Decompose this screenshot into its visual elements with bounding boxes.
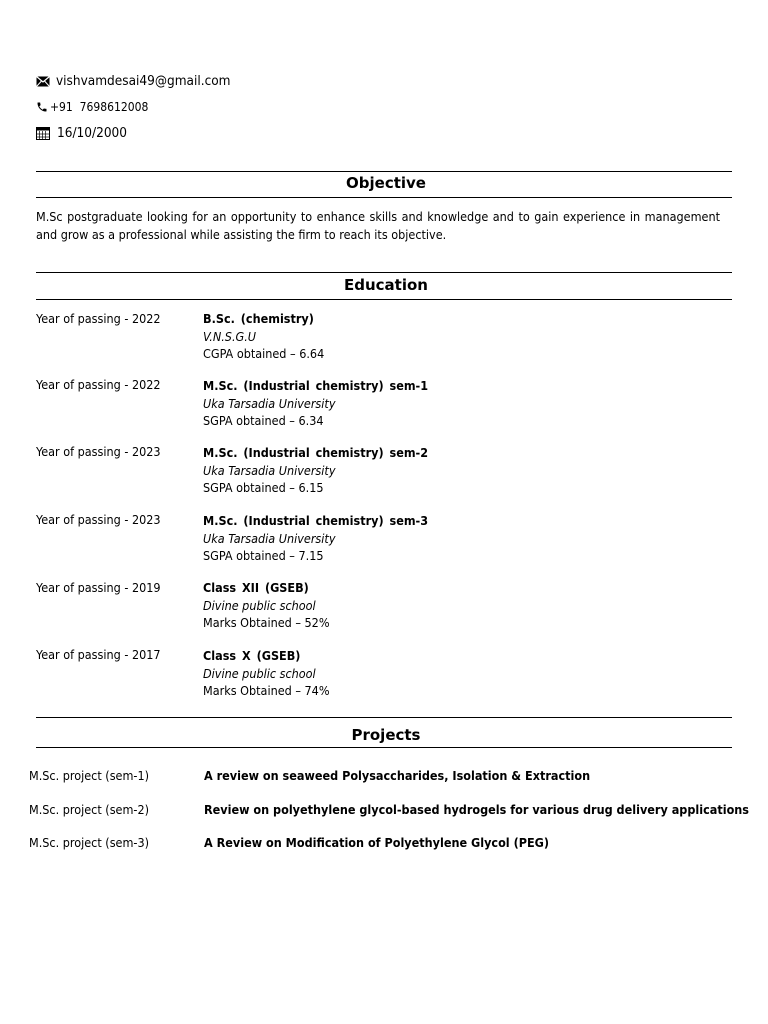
education-year: Year of passing - 2022 — [36, 377, 161, 392]
education-score: SGPA obtained – 6.34 — [203, 413, 324, 428]
project-title: A review on seaweed Polysaccharides, Isolation & Extraction — [204, 768, 591, 783]
project-title: Review on polyethylene glycol-based hydrogels for various drug delivery applications — [204, 802, 749, 817]
phone-row — [36, 100, 148, 114]
education-entry — [203, 377, 428, 430]
education-score: Marks Obtained – 74% — [203, 683, 330, 698]
education-entry — [203, 512, 428, 565]
education-year: Year of passing - 2023 — [36, 512, 161, 527]
calendar-icon — [36, 126, 50, 140]
education-degree: M.Sc. (Industrial chemistry) sem-2 — [203, 445, 429, 460]
objective-text: M.Sc postgraduate looking for an opportunity to enhance skills and knowledge and to gain experience in management and grow as a professional while assisting the firm to reach its objective. — [36, 209, 720, 242]
education-score: SGPA obtained – 6.15 — [203, 480, 324, 495]
education-degree: B.Sc. (chemistry) — [203, 311, 314, 326]
objective-heading: Objective — [346, 174, 426, 192]
education-degree: Class XII (GSEB) — [203, 580, 309, 595]
education-score: CGPA obtained – 6.64 — [203, 346, 325, 361]
divider — [36, 717, 732, 718]
education-degree: Class X (GSEB) — [203, 648, 301, 663]
education-institution: Divine public school — [203, 665, 316, 681]
education-score: Marks Obtained – 52% — [203, 615, 330, 630]
education-institution: Uka Tarsadia University — [203, 462, 336, 478]
education-entry — [203, 647, 330, 700]
dob-row — [36, 125, 127, 141]
email-text[interactable]: vishvamdesai49@gmail.com — [56, 73, 231, 89]
education-score: SGPA obtained – 7.15 — [203, 548, 324, 563]
divider — [36, 299, 732, 300]
dob-text: 16/10/2000 — [57, 125, 127, 141]
divider — [36, 171, 732, 172]
phone-icon — [36, 101, 48, 113]
education-year: Year of passing - 2022 — [36, 311, 161, 326]
divider — [36, 272, 732, 273]
envelope-icon — [36, 76, 50, 87]
project-label: M.Sc. project (sem-3) — [29, 835, 150, 850]
education-entry — [203, 579, 330, 632]
project-label: M.Sc. project (sem-2) — [29, 802, 150, 817]
education-institution: Divine public school — [203, 597, 316, 613]
education-institution: V.N.S.G.U — [203, 328, 257, 344]
education-entry — [203, 310, 324, 363]
divider — [36, 197, 732, 198]
education-year: Year of passing - 2017 — [36, 647, 161, 662]
projects-heading: Projects — [351, 726, 421, 744]
phone-text: +91 7698612008 — [50, 100, 149, 114]
email-row — [36, 73, 231, 89]
project-title: A Review on Modification of Polyethylene Glycol (PEG) — [204, 835, 550, 850]
education-year: Year of passing - 2023 — [36, 444, 161, 459]
divider — [36, 747, 732, 748]
education-entry — [203, 444, 428, 497]
education-year: Year of passing - 2019 — [36, 580, 161, 595]
education-heading: Education — [344, 276, 428, 294]
education-degree: M.Sc. (Industrial chemistry) sem-3 — [203, 513, 429, 528]
education-degree: M.Sc. (Industrial chemistry) sem-1 — [203, 378, 429, 393]
education-institution: Uka Tarsadia University — [203, 395, 336, 411]
project-label: M.Sc. project (sem-1) — [29, 768, 150, 783]
education-institution: Uka Tarsadia University — [203, 530, 336, 546]
